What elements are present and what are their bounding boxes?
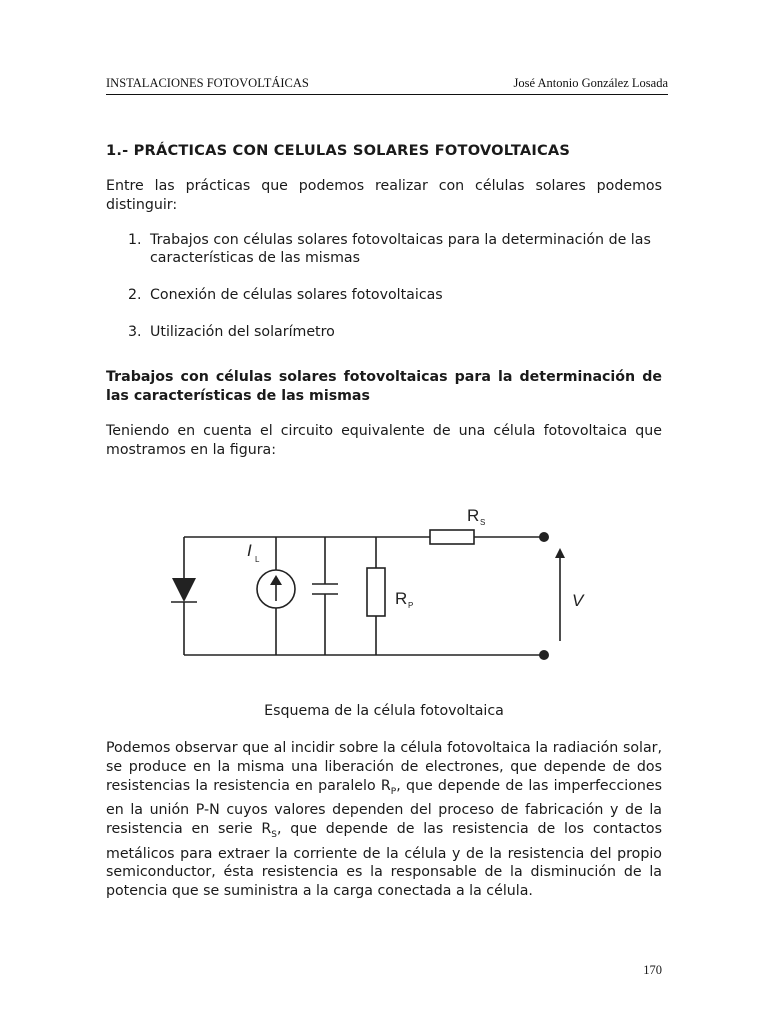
rp-subscript: P [390, 786, 397, 797]
body-paragraph [106, 739, 662, 901]
list-item-number: 2. [128, 287, 142, 304]
terminal-top [539, 532, 549, 542]
figure-caption: Esquema de la célula fotovoltaica [264, 703, 504, 719]
circuit-intro-paragraph: Teniendo en cuenta el circuito equivalente de una célula fotovoltaica que mostramos en la figura: [106, 422, 662, 458]
diode-icon [172, 578, 196, 602]
label-rs: R [467, 506, 480, 525]
body-text-2: , que depende de las imperfecciones en la unión P-N cuyos valores dependen del proceso de fabricación y de la resistencia en serie R [106, 777, 662, 838]
rs-subscript: S [271, 829, 277, 840]
label-v: V [572, 591, 584, 610]
list-item-text: Conexión de células solares fotovoltaicas [150, 287, 443, 304]
body-text-3: , que depende de las resistencia de los contactos metálicos para extraer la corriente de la célula y de la resistencia del propio semiconductor, ésta resistencia es la responsable de la disminución de la potencia que se suministra a la carga conectada a la célula. [106, 821, 662, 900]
header-right: José Antonio González Losada [513, 76, 668, 90]
subheading: Trabajos con células solares fotovoltaicas para la determinación de las características de las mismas [106, 368, 662, 404]
label-rs-sub: S [480, 518, 486, 527]
series-resistor [430, 530, 474, 544]
source-arrow-icon [270, 575, 282, 585]
list-item-text: Utilización del solarímetro [150, 323, 335, 340]
label-il-sub: L [255, 555, 260, 564]
label-rp: R [395, 589, 408, 608]
body-text-1: Podemos observar que al incidir sobre la célula fotovoltaica la radiación solar, se produce en la misma una liberación de electrones, que depende de dos resistencias la resistencia en paralelo R [106, 740, 662, 794]
label-il: I [247, 541, 252, 560]
terminal-bottom [539, 650, 549, 660]
section-title: 1.- PRÁCTICAS CON CELULAS SOLARES FOTOVOLTAICAS [106, 142, 571, 159]
header-left: INSTALACIONES FOTOVOLTÁICAS [106, 76, 309, 90]
list-item-text: Trabajos con células solares fotovoltaicas para la determinación de las características de las mismas [150, 231, 651, 267]
label-rp-sub: P [408, 601, 414, 610]
intro-paragraph: Entre las prácticas que podemos realizar con células solares podemos distinguir: [106, 178, 662, 213]
list-item-number: 3. [128, 323, 142, 340]
list-item-number: 1. [128, 231, 142, 248]
parallel-resistor [367, 568, 385, 616]
page-number: 170 [643, 963, 662, 977]
voltage-arrow-head [555, 548, 565, 558]
